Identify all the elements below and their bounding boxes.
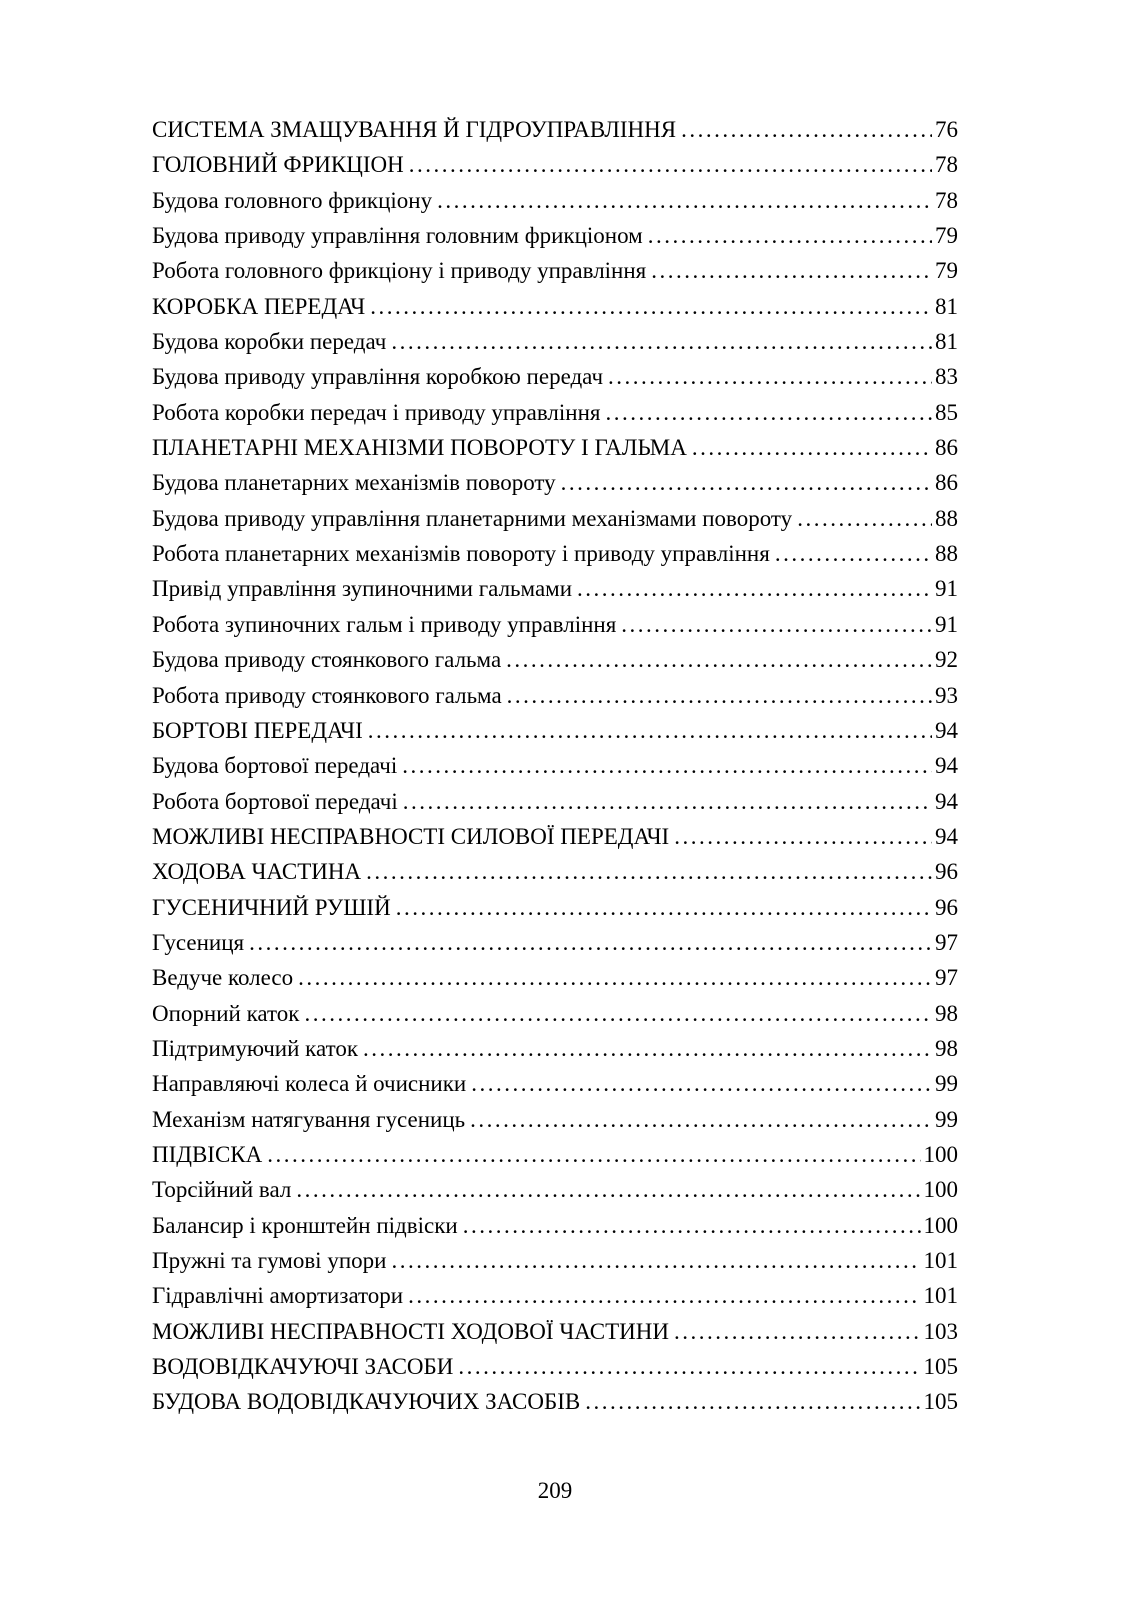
dotted-leader [621,607,932,642]
toc-entry [152,1278,958,1313]
toc-entry-title: Опорний каток [152,1000,300,1026]
toc-entry-page-number: 100 [923,1177,958,1203]
toc-entry-page-number: 100 [923,1212,958,1238]
toc-entry-title: Будова головного фрикціону [152,187,433,213]
toc-entry-page-number: 100 [923,1141,958,1167]
dotted-leader [403,784,932,819]
toc-entry-page-number: 105 [923,1354,958,1380]
toc-entry-title: Привід управління зупиночними гальмами [152,576,573,602]
toc-entry-title: Балансир і кронштейн підвіски [152,1212,458,1238]
toc-entry [152,960,958,995]
toc-entry-title: Будова бортової передачі [152,753,398,779]
toc-entry-page-number: 101 [923,1283,958,1309]
toc-entry-title: Гусениця [152,929,245,955]
toc-entry-title: КОРОБКА ПЕРЕДАЧ [152,293,366,319]
dotted-leader [402,748,932,783]
toc-entry-page-number: 103 [923,1318,958,1344]
toc-entry-title: Робота приводу стоянкового гальма [152,682,502,708]
toc-entry-page-number: 78 [935,152,958,178]
toc-entry [152,854,958,889]
toc-entry-page-number: 94 [935,788,958,814]
dotted-leader [648,218,932,253]
dotted-leader [249,925,932,960]
toc-entry [152,925,958,960]
toc-entry-title: Будова приводу управління головним фрикціоном [152,223,643,249]
toc-entry-title: Направляючі колеса й очисники [152,1071,467,1097]
toc-entry [152,218,958,253]
toc-entry-page-number: 99 [935,1071,958,1097]
toc-entry-title: МОЖЛИВІ НЕСПРАВНОСТІ СИЛОВОЇ ПЕРЕДАЧІ [152,823,670,849]
toc-entry [152,359,958,394]
toc-entry-title: Робота бортової передачі [152,788,398,814]
toc-entry-title: Будова планетарних механізмів повороту [152,470,556,496]
toc-entry-page-number: 94 [935,753,958,779]
toc-entry-page-number: 97 [935,965,958,991]
toc-entry [152,430,958,465]
dotted-leader [506,642,932,677]
toc-entry-title: БОРТОВІ ПЕРЕДАЧІ [152,717,363,743]
dotted-leader [471,1066,932,1101]
toc-entry [152,642,958,677]
dotted-leader [391,1243,920,1278]
toc-entry [152,465,958,500]
toc-entry-page-number: 83 [935,364,958,390]
dotted-leader [370,289,932,324]
dotted-leader [363,1031,932,1066]
toc-entry [152,571,958,606]
dotted-leader [577,571,932,606]
toc-entry-page-number: 94 [935,823,958,849]
toc-entry-title: Будова приводу стоянкового гальма [152,647,502,673]
dotted-leader [585,1384,920,1419]
dotted-leader [470,1102,932,1137]
toc-entry-title: Робота зупиночних гальм і приводу управління [152,611,617,637]
toc-entry-page-number: 97 [935,929,958,955]
toc-entry-title: ГОЛОВНИЙ ФРИКЦІОН [152,152,404,178]
dotted-leader [775,536,932,571]
toc-entry [152,996,958,1031]
toc-entry-page-number: 99 [935,1106,958,1132]
toc-entry [152,819,958,854]
toc-entry [152,1384,958,1419]
toc-entry-title: ПІДВІСКА [152,1141,263,1167]
toc-entry-page-number: 105 [923,1389,958,1415]
toc-entry [152,1066,958,1101]
toc-entry [152,289,958,324]
dotted-leader [267,1137,920,1172]
toc-entry-title: Робота коробки передач і приводу управління [152,399,601,425]
toc-entry [152,324,958,359]
toc-entry-page-number: 76 [935,117,958,142]
dotted-leader [437,183,932,218]
toc-entry-page-number: 101 [923,1248,958,1273]
toc-entry [152,1137,958,1172]
toc-entry [152,748,958,783]
dotted-leader [674,819,932,854]
toc-entry-page-number: 86 [935,470,958,496]
dotted-leader [408,1278,920,1313]
toc-entry-page-number: 79 [935,258,958,284]
toc-entry-title: Будова приводу управління коробкою передач [152,364,604,390]
toc-entry [152,890,958,925]
toc-entry-page-number: 86 [935,435,958,461]
toc-entry [152,183,958,218]
toc-entry [152,501,958,536]
toc-entry [152,1349,958,1384]
toc-entry-title: Робота планетарних механізмів повороту і приводу управління [152,541,770,567]
toc-entry [152,536,958,571]
toc-entry-page-number: 96 [935,859,958,885]
toc-entry-title: ВОДОВІДКАЧУЮЧІ ЗАСОБИ [152,1354,454,1380]
dotted-leader [304,996,932,1031]
dotted-leader [366,854,932,889]
toc-entry-page-number: 88 [935,541,958,567]
toc-entry-page-number: 96 [935,894,958,920]
toc-entry [152,112,958,147]
footer-page-number: 209 [537,1478,573,1503]
toc-entry [152,1208,958,1243]
toc-entry [152,1031,958,1066]
toc-entry-page-number: 92 [935,647,958,673]
toc-entry-title: Гідравлічні амортизатори [152,1283,404,1309]
toc-entry [152,253,958,288]
toc-entry-page-number: 98 [935,1000,958,1026]
toc-entry-page-number: 88 [935,505,958,531]
toc-entry [152,395,958,430]
dotted-leader [681,112,932,147]
dotted-leader [298,960,932,995]
toc-entry [152,1172,958,1207]
toc-entry [152,607,958,642]
toc-entry [152,1314,958,1349]
toc-entry-page-number: 85 [935,399,958,425]
dotted-leader [692,430,932,465]
dotted-leader [507,678,932,713]
toc-entry-page-number: 93 [935,682,958,708]
toc-entry-title: БУДОВА ВОДОВІДКАЧУЮЧИХ ЗАСОБІВ [152,1389,581,1415]
toc-entry [152,678,958,713]
toc-entry-title: МОЖЛИВІ НЕСПРАВНОСТІ ХОДОВОЇ ЧАСТИНИ [152,1318,669,1344]
dotted-leader [605,395,932,430]
dotted-leader [463,1208,921,1243]
toc-entry-title: ГУСЕНИЧНИЙ РУШІЙ [152,894,391,920]
toc-entry-page-number: 94 [935,717,958,743]
toc-entry [152,1243,958,1278]
toc-entry-title: Будова коробки передач [152,329,387,355]
toc-entry-page-number: 79 [935,223,958,249]
dotted-leader [561,465,932,500]
toc-entry-page-number: 81 [935,329,958,355]
toc-entry-page-number: 81 [935,293,958,319]
dotted-leader [368,713,932,748]
toc-entry-title: Ведуче колесо [152,965,294,991]
toc-list [152,112,958,1420]
toc-entry-title: Підтримуючий каток [152,1035,359,1061]
dotted-leader [396,890,932,925]
dotted-leader [608,359,932,394]
toc-entry-title: ХОДОВА ЧАСТИНА [152,859,362,885]
dotted-leader [674,1314,921,1349]
dotted-leader [409,147,932,182]
toc-entry [152,1102,958,1137]
toc-entry-title: Робота головного фрикціону і приводу управління [152,258,647,284]
toc-entry-page-number: 78 [935,187,958,213]
toc-entry-page-number: 91 [935,576,958,602]
toc-entry [152,784,958,819]
toc-entry-title: Будова приводу управління планетарними механізмами повороту [152,505,793,531]
toc-entry-page-number: 91 [935,611,958,637]
toc-entry-title: Торсійний вал [152,1177,292,1203]
dotted-leader [458,1349,920,1384]
toc-entry-title: СИСТЕМА ЗМАЩУВАННЯ Й ГІДРОУПРАВЛІННЯ [152,117,677,142]
toc-entry-page-number: 98 [935,1035,958,1061]
toc-entry-title: Пружні та гумові упори [152,1248,387,1273]
dotted-leader [391,324,932,359]
toc-entry [152,713,958,748]
toc-entry-title: Механізм натягування гусениць [152,1106,466,1132]
dotted-leader [651,253,932,288]
dotted-leader [797,501,932,536]
toc-entry-title: ПЛАНЕТАРНІ МЕХАНІЗМИ ПОВОРОТУ І ГАЛЬМА [152,435,687,461]
dotted-leader [296,1172,920,1207]
toc-entry [152,147,958,182]
